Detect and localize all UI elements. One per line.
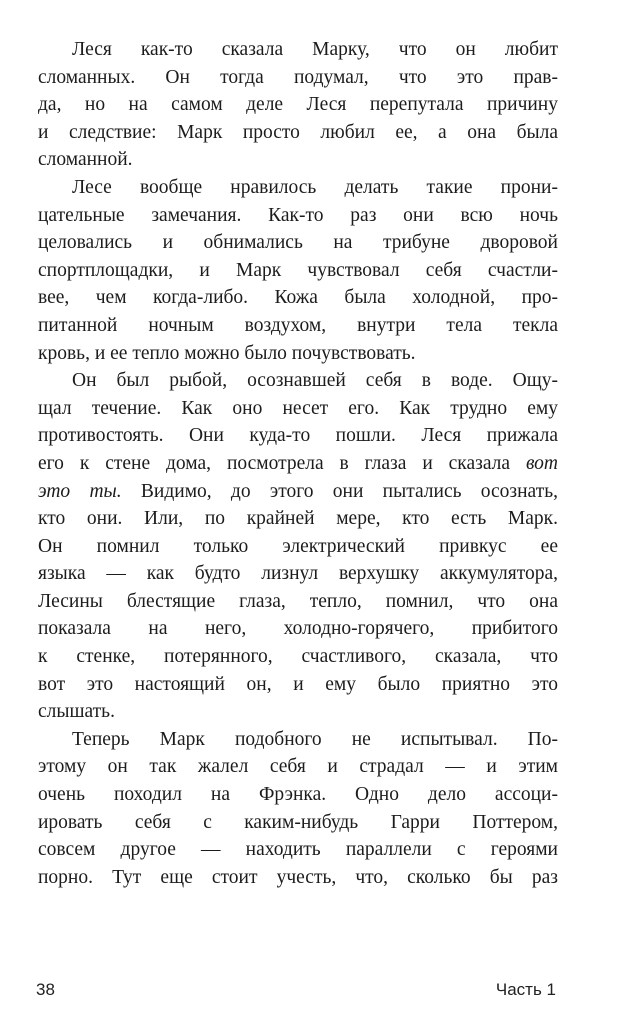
text-line: Теперь Марк подобного не испытывал. По- bbox=[72, 728, 558, 750]
text-line: спортплощадки, и Марк чувствовал себя счастли- bbox=[38, 259, 558, 281]
text-line: вот это настоящий он, и ему было приятно это bbox=[38, 673, 558, 695]
italic-text: вот bbox=[525, 452, 559, 474]
text-line: щал течение. Как оно несет его. Как трудно ему bbox=[38, 397, 558, 419]
text-line: противостоять. Они куда-то пошли. Леся прижала bbox=[38, 425, 558, 447]
page-footer bbox=[36, 980, 556, 1004]
text-line: показала на него, холодно-горячего, прибитого bbox=[38, 618, 558, 640]
text-line bbox=[38, 478, 558, 506]
italic-text: это ты. bbox=[38, 480, 122, 502]
page-number: 38 bbox=[36, 980, 55, 999]
text-line: Лесе вообще нравилось делать такие прони- bbox=[72, 176, 558, 198]
text-line: сломанной. bbox=[38, 149, 133, 171]
text-line: ировать себя с каким-нибудь Гарри Поттером, bbox=[38, 811, 558, 833]
text-line: слышать. bbox=[38, 701, 115, 723]
text-line: кто они. Или, по крайней мере, кто есть Марк. bbox=[38, 508, 558, 530]
text-line bbox=[38, 450, 558, 478]
text-line: сломанных. Он тогда подумал, что это прав- bbox=[38, 66, 558, 88]
text-line: очень походил на Фрэнка. Одно дело ассоци- bbox=[38, 784, 558, 806]
text-line: кровь, и ее тепло можно было почувствовать. bbox=[38, 342, 416, 364]
text-line: и следствие: Марк просто любил ее, а она была bbox=[38, 121, 558, 143]
text-line: питанной ночным воздухом, внутри тела текла bbox=[38, 314, 558, 336]
text-line: вее, чем когда-либо. Кожа была холодной, про- bbox=[38, 287, 558, 309]
text-line: Лесины блестящие глаза, тепло, помнил, что она bbox=[38, 590, 558, 612]
text-segment: его к стене дома, посмотрела в глаза и сказала bbox=[38, 452, 511, 474]
text-line: целовались и обнимались на трибуне дворовой bbox=[38, 232, 558, 254]
text-line: совсем другое — находить параллели с героями bbox=[38, 839, 558, 861]
text-line: к стенке, потерянного, счастливого, сказала, что bbox=[38, 646, 558, 668]
text-line: Леся как-то сказала Марку, что он любит bbox=[72, 39, 558, 60]
text-line: Он помнил только электрический привкус ее bbox=[38, 535, 558, 557]
running-footer: Часть 1 bbox=[495, 980, 556, 999]
text-segment: Видимо, до этого они пытались осознать, bbox=[140, 480, 559, 502]
text-line: порно. Тут еще стоит учесть, что, сколько бы раз bbox=[38, 866, 558, 888]
body-text bbox=[38, 36, 558, 891]
text-line: цательные замечания. Как-то раз они всю ночь bbox=[38, 204, 558, 226]
text-line: языка — как будто лизнул верхушку аккумулятора, bbox=[38, 563, 558, 585]
text-line: да, но на самом деле Леся перепутала причину bbox=[38, 94, 558, 116]
text-line: этому он так жалел себя и страдал — и этим bbox=[38, 756, 558, 778]
text-line: Он был рыбой, осознавшей себя в воде. Ощу- bbox=[72, 370, 558, 392]
